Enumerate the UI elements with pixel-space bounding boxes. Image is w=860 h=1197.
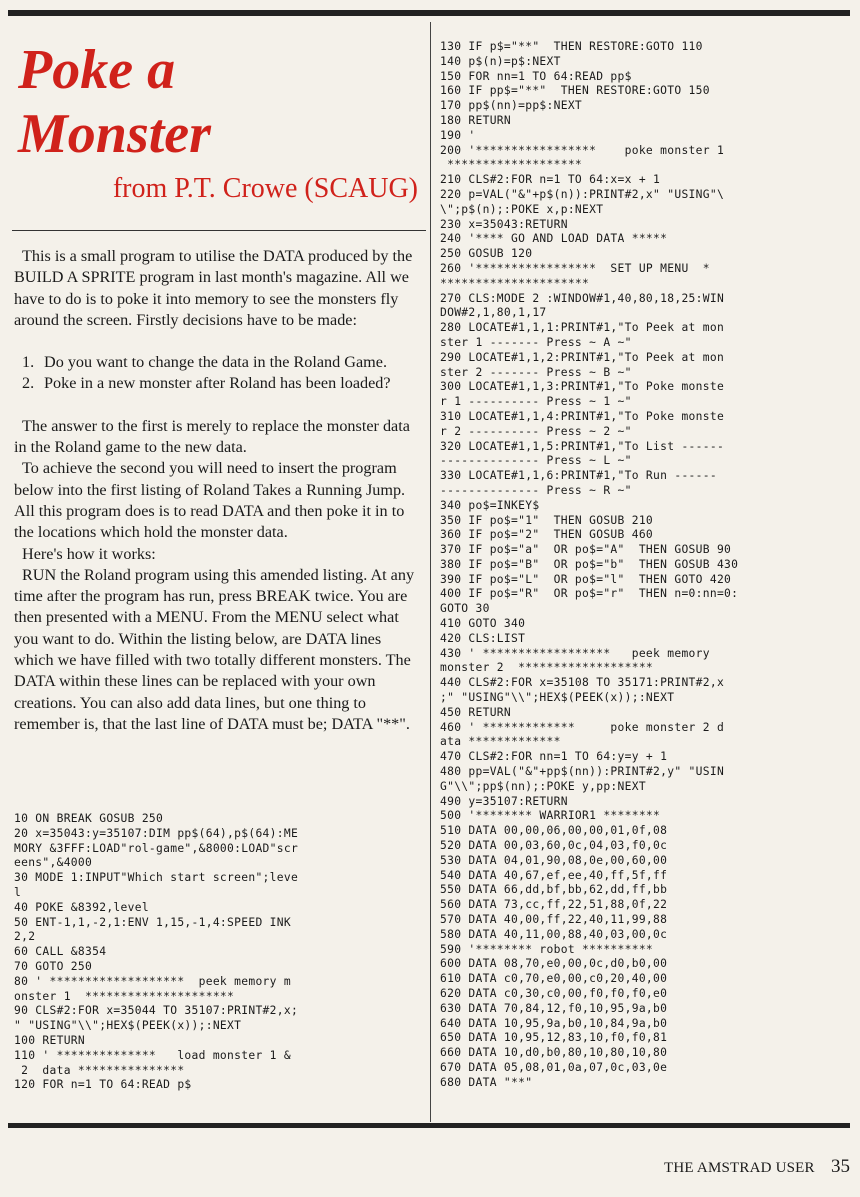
list-text: Do you want to change the data in the Roland Game. <box>44 353 387 372</box>
column-divider <box>430 22 431 1122</box>
program-listing-left: 10 ON BREAK GOSUB 250 20 x=35043:y=35107:DIM pp$(64),p$(64):ME MORY &3FFF:LOAD"rol-game",&8000:LOAD"scr eens",&4000 30 MODE 1:INPUT"Which start screen";leve l 40 POKE &8392,level 50 ENT-1,1,-2,1:ENV 1,15,-1,4:SPEED INK 2,2 60 CALL &8354 70 GOTO 250 80 ' ******************* peek memory m onster 1 ********************* 90 CLS#2:FOR x=35044 TO 35107:PRINT#2,x; " "USING"\\";HEX$(PEEK(x));:NEXT 100 RETURN 110 ' ************** load monster 1 & 2 data *************** 120 FOR n=1 TO 64:READ p$ <box>14 812 299 1092</box>
program-listing-right: 130 IF p$="**" THEN RESTORE:GOTO 110 140 p$(n)=p$:NEXT 150 FOR nn=1 TO 64:READ pp$ 160 IF pp$="**" THEN RESTORE:GOTO 150 170 pp$(nn)=pp$:NEXT 180 RETURN 190 ' 200 '***************** poke monster 1 ******************* 210 CLS#2:FOR n=1 TO 64:x=x + 1 220 p=VAL("&"+p$(n)):PRINT#2,x" "USING"\ \";p$(n);:POKE x,p:NEXT 230 x=35043:RETURN 240 '**** GO AND LOAD DATA ***** 250 GOSUB 120 260 '***************** SET UP MENU * ********************* 270 CLS:MODE 2 :WINDOW#1,40,80,18,25:WIN DOW#2,1,80,1,17 280 LOCATE#1,1,1:PRINT#1,"To Peek at mon ster 1 ------- Press ~ A ~" 290 LOCATE#1,1,2:PRINT#1,"To Peek at mon ster 2 ------- Press ~ B ~" 300 LOCATE#1,1,3:PRINT#1,"To Poke monste r 1 ---------- Press ~ 1 ~" 310 LOCATE#1,1,4:PRINT#1,"To Poke monste r 2 ---------- Press ~ 2 ~" 320 LOCATE#1,1,5:PRINT#1,"To List ------ -------------- Press ~ L ~" 330 LOCATE#1,1,6:PRINT#1,"To Run ------ -------------- Press ~ R ~" 340 po$=INKEY$ 350 IF po$="1" THEN GOSUB 210 360 IF po$="2" THEN GOSUB 460 370 IF po$="a" OR po$="A" THEN GOSUB 90 380 IF po$="B" OR po$="b" THEN GOSUB 430 390 IF po$="L" OR po$="l" THEN GOTO 420 400 IF po$="R" OR po$="r" THEN n=0:nn=0: GOTO 30 410 GOTO 340 420 CLS:LIST 430 ' ****************** peek memory monster 2 ******************* 440 CLS#2:FOR x=35108 TO 35171:PRINT#2,x ;" "USING"\\";HEX$(PEEK(x));:NEXT 450 RETURN 460 ' ************* poke monster 2 d ata ************* 470 CLS#2:FOR nn=1 TO 64:y=y + 1 480 pp=VAL("&"+pp$(nn)):PRINT#2,y" "USIN G"\\";pp$(nn);:POKE y,pp:NEXT 490 y=35107:RETURN 500 '******** WARRIOR1 ******** 510 DATA 00,00,06,00,00,01,0f,08 520 DATA 00,03,60,0c,04,03,f0,0c 530 DATA 04,01,90,08,0e,00,60,00 540 DATA 40,67,ef,ee,40,ff,5f,ff 550 DATA 66,dd,bf,bb,62,dd,ff,bb 560 DATA 73,cc,ff,22,51,88,0f,22 570 DATA 40,00,ff,22,40,11,99,88 580 DATA 40,11,00,88,40,03,00,0c 590 '******** robot ********** 600 DATA 08,70,e0,00,0c,d0,b0,00 610 DATA c0,70,e0,00,c0,20,40,00 620 DATA c0,30,c0,00,f0,f0,f0,e0 630 DATA 70,84,12,f0,10,95,9a,b0 640 DATA 10,95,9a,b0,10,84,9a,b0 650 DATA 10,95,12,83,10,f0,f0,81 660 DATA 10,d0,b0,80,10,80,10,80 670 DATA 05,08,01,0a,07,0c,03,0e 680 DATA "**" <box>440 40 739 1089</box>
bottom-rule <box>8 1123 850 1128</box>
title-line-2: Monster <box>18 103 211 165</box>
article-title <box>18 38 418 166</box>
list-number: 2. <box>22 374 35 393</box>
intro-paragraph-2: The answer to the first is merely to replace the monster data in the Roland game to the new data. <box>14 416 410 457</box>
article-byline: from P.T. Crowe (SCAUG) <box>112 173 418 204</box>
page-number: 35 <box>831 1156 850 1177</box>
publication-name: THE AMSTRAD USER <box>664 1160 815 1176</box>
list-number: 1. <box>22 353 35 372</box>
list-text: Poke in a new monster after Roland has been loaded? <box>44 374 391 393</box>
header-rule <box>12 230 426 231</box>
intro-paragraph-1: This is a small program to utilise the DATA produced by the BUILD A SPRITE program in last month's magazine. All we have to do is to poke it into memory to see the monsters fly around the screen. Firstly decisions have to be made: <box>14 247 413 329</box>
intro-paragraph-5: RUN the Roland program using this amended listing. At any time after the program has run, press BREAK twice. You are then presented with a MENU. From the MENU select what you want to do. Within the listing below, are DATA lines which we have filled with two totally different monsters. The DATA within these lines can be replaced with your own creations. You can also add data lines, but one thing to remember is, that the last line of DATA must be; DATA "**". <box>14 565 415 733</box>
top-rule <box>8 10 850 16</box>
list-item <box>14 352 418 373</box>
intro-paragraph-4: Here's how it works: <box>22 544 156 563</box>
intro-text <box>14 246 418 735</box>
page-footer <box>600 1156 850 1178</box>
intro-paragraph-3: To achieve the second you will need to insert the program below into the first listing of Roland Takes a Running Jump. All this program does is to read DATA and then poke it in to the locations which hold the monster data. <box>14 459 406 542</box>
title-line-1: Poke a <box>18 39 176 101</box>
list-item <box>14 373 418 394</box>
